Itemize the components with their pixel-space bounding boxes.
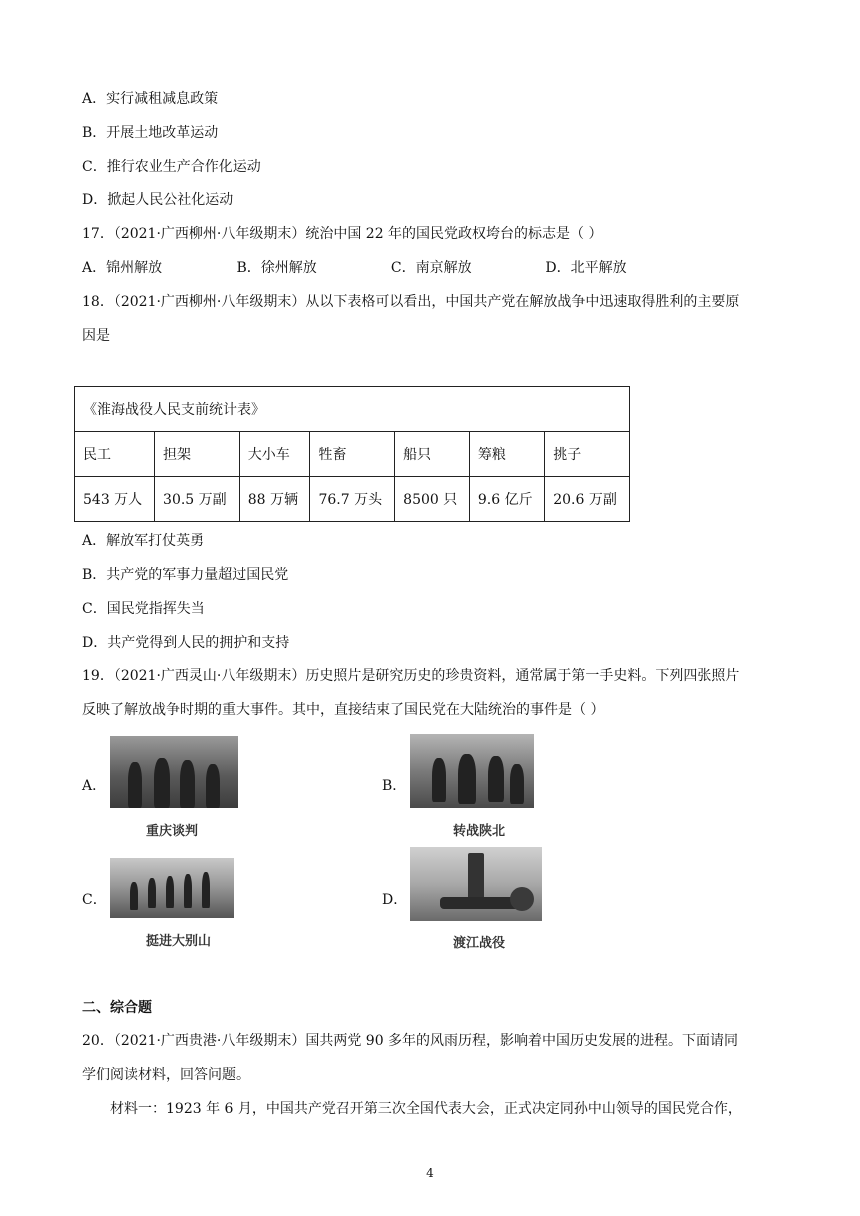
table-header-cell: 民工 [75, 432, 155, 477]
q17-option-d: D．北平解放 [545, 260, 627, 276]
table-cell: 8500 只 [395, 477, 470, 522]
q17-options [82, 258, 627, 278]
table-header-row [75, 432, 630, 477]
q16-option-b: B．开展土地改革运动 [82, 125, 219, 141]
q19-option-b-letter: B． [382, 778, 407, 794]
q20-stem-line2: 学们阅读材料，回答问题。 [82, 1067, 250, 1083]
q16-option-a: A．实行减租减息政策 [82, 91, 219, 107]
q19-caption-c: 挺进大别山 [146, 934, 212, 949]
q19-caption-b: 转战陕北 [453, 824, 506, 839]
q18-stem-line1: 18．（2021·广西柳州·八年级期末）从以下表格可以看出，中国共产党在解放战争中迅速取得胜利的主要原 [82, 294, 740, 310]
q16-option-d: D．掀起人民公社化运动 [82, 192, 234, 208]
q20-material-one: 材料一：1923 年 6 月，中国共产党召开第三次全国代表大会，正式决定同孙中山领导的国民党合作， [110, 1101, 742, 1117]
q18-stem-line2: 因是 [82, 328, 110, 344]
q19-caption-d: 渡江战役 [453, 936, 506, 951]
page-number: 4 [426, 1166, 434, 1180]
q18-option-a: A．解放军打仗英勇 [82, 533, 205, 549]
northern-shaanxi-campaign-photo [410, 734, 534, 808]
q17-stem: 17．（2021·广西柳州·八年级期末）统治中国 22 年的国民党政权垮台的标志是（ ） [82, 226, 603, 242]
q19-caption-a: 重庆谈判 [146, 824, 199, 839]
table-header-cell: 挑子 [545, 432, 630, 477]
table-cell: 30.5 万副 [155, 477, 240, 522]
table-title: 《淮海战役人民支前统计表》 [75, 387, 630, 432]
support-statistics-table [74, 386, 630, 522]
q17-option-a: A．锦州解放 [82, 260, 163, 276]
section-heading: 二、综合题 [82, 1000, 152, 1016]
q19-option-c-letter: C． [82, 892, 107, 908]
q19-option-a-letter: A． [82, 778, 107, 794]
table-row [75, 477, 630, 522]
table-cell: 20.6 万副 [545, 477, 630, 522]
table-header-cell: 牲畜 [310, 432, 395, 477]
yangtze-crossing-campaign-photo [410, 847, 542, 921]
q17-option-b: B．徐州解放 [236, 260, 317, 276]
q16-option-c: C．推行农业生产合作化运动 [82, 159, 261, 175]
chongqing-negotiation-photo [110, 736, 238, 808]
table-cell: 9.6 亿斤 [469, 477, 544, 522]
table-header-cell: 大小车 [239, 432, 310, 477]
table-cell: 543 万人 [75, 477, 155, 522]
table-header-cell: 船只 [395, 432, 470, 477]
table-header-cell: 担架 [155, 432, 240, 477]
q19-option-d-letter: D． [382, 892, 408, 908]
table-cell: 88 万辆 [239, 477, 310, 522]
q19-stem-line2: 反映了解放战争时期的重大事件。其中，直接结束了国民党在大陆统治的事件是（ ） [82, 702, 605, 718]
q18-option-c: C．国民党指挥失当 [82, 601, 205, 617]
table-cell: 76.7 万头 [310, 477, 395, 522]
q17-option-c: C．南京解放 [390, 260, 472, 276]
q20-stem-line1: 20．（2021·广西贵港·八年级期末）国共两党 90 多年的风雨历程，影响着中国历史发展的进程。下面请同 [82, 1033, 739, 1049]
q19-stem-line1: 19．（2021·广西灵山·八年级期末）历史照片是研究历史的珍贵资料，通常属于第一手史料。下列四张照片 [82, 668, 740, 684]
table-header-cell: 筹粮 [469, 432, 544, 477]
q18-option-b: B．共产党的军事力量超过国民党 [82, 567, 289, 583]
q18-option-d: D．共产党得到人民的拥护和支持 [82, 635, 290, 651]
dabie-mountains-advance-photo [110, 858, 234, 918]
